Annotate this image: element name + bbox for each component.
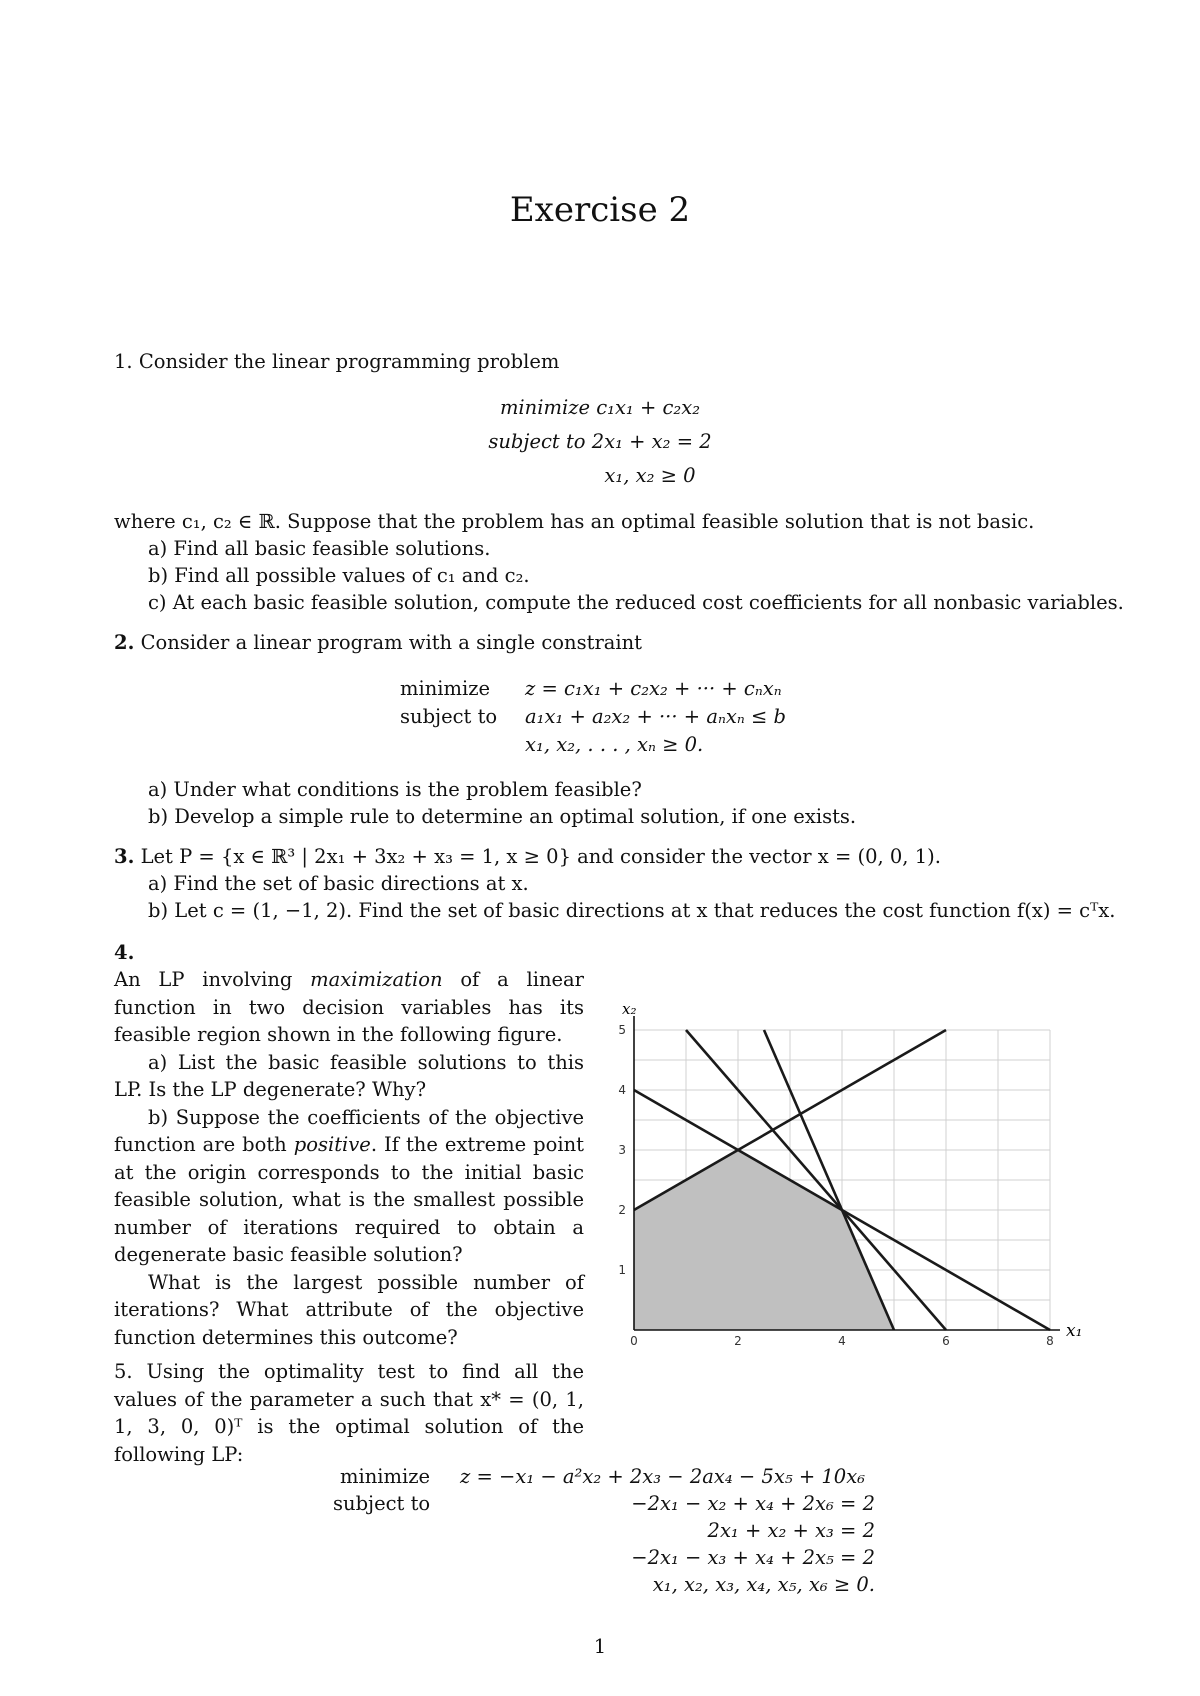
page-number: 1 [593,1635,607,1658]
q4-part-c: What is the largest possible number of iterations? What attribute of the objective function determines this outcome? [114,1270,584,1349]
q3-number: 3. [114,845,135,868]
q5-objective: z = −x₁ − a²x₂ + 2x₃ − 2ax₄ − 5x₅ + 10x₆ [460,1465,866,1488]
q1-objective: minimize c₁x₁ + c₂x₂ [499,396,701,419]
x-tick-label: 6 [942,1334,950,1348]
q2-objective: z = c₁x₁ + c₂x₂ + ··· + cₙxₙ [525,677,782,700]
q4-para-before: An LP involving [114,968,311,991]
q2-part-a: a) Under what conditions is the problem feasible? [148,778,642,801]
q4-part-a: a) List the basic feasible solutions to this LP. Is the LP degenerate? Why? [114,1050,584,1101]
x-tick-label: 8 [1046,1334,1054,1348]
q5-intro: Using the optimality test to find all the values of the parameter a such that x* = (0, 1, 1, 3, 0, 0)ᵀ is the optimal solution of the following LP: [114,1360,584,1466]
y-tick-label: 3 [618,1143,626,1157]
y-tick-label: 2 [618,1203,626,1217]
q1-part-b: b) Find all possible values of c₁ and c₂. [148,564,530,587]
q5-constraint-2: 2x₁ + x₂ + x₃ = 2 [707,1519,875,1542]
q4-part-b-before: b) Suppose the coefficients of the objective function are both [114,1105,584,1156]
q3-part-a: a) Find the set of basic directions at x. [148,872,529,895]
q4-part-b-emphasis: positive [293,1133,371,1156]
q4-part-b-after: . If the extreme point at the origin corresponds to the initial basic feasible solution, what is the smallest possible number of iterations required to obtain a degenerate basic feasible solution? [114,1133,585,1266]
q5-label-minimize: minimize [340,1465,431,1488]
q1-intro-line [114,348,559,375]
q3-part-b: b) Let c = (1, −1, 2). Find the set of basic directions at x that reduces the cost function f(x) = cᵀx. [148,899,1116,922]
q2-label-minimize: minimize [400,677,491,700]
q1-intro: Consider the linear programming problem [138,350,560,373]
q5-constraint-1: −2x₁ − x₂ + x₄ + 2x₆ = 2 [631,1492,875,1515]
y-tick-label: 1 [618,1263,626,1277]
q1-part-c: c) At each basic feasible solution, compute the reduced cost coefficients for all nonbasic variables. [148,591,1124,614]
q2-constraint: a₁x₁ + a₂x₂ + ··· + aₙxₙ ≤ b [525,705,786,728]
q2-label-subject-to: subject to [400,705,498,728]
q4-text-block [114,966,584,1351]
q2-intro-line [114,629,642,656]
q5-number: 5. [114,1360,133,1383]
q3-intro-line [114,843,941,870]
y-tick-label: 5 [618,1023,626,1037]
q2-nonnegativity: x₁, x₂, . . . , xₙ ≥ 0. [525,733,704,756]
q5-nonnegativity: x₁, x₂, x₃, x₄, x₅, x₆ ≥ 0. [652,1573,875,1596]
q4-paragraph [114,966,584,1049]
q4-para-after: of a linear function in two decision variables has its feasible region shown in the following figure. [114,968,585,1046]
y-axis-label: x₂ [622,1000,637,1018]
x-tick-label: 2 [734,1334,742,1348]
page-title: Exercise 2 [509,190,691,230]
q4-part-b [114,1104,584,1269]
q1-where: where c₁, c₂ ∈ ℝ. Suppose that the problem has an optimal feasible solution that is not basic. [114,510,1035,533]
q2-intro: Consider a linear program with a single constraint [140,631,643,654]
q4-para-emphasis: maximization [310,968,443,991]
x-tick-label: 0 [630,1334,638,1348]
q3-intro: Let P = {x ∈ ℝ³ | 2x₁ + 3x₂ + x₃ = 1, x ≥ 0} and consider the vector x = (0, 0, 1). [140,845,941,868]
q4-number: 4. [114,941,135,964]
q1-constraint: subject to 2x₁ + x₂ = 2 [488,430,712,453]
q2-part-b: b) Develop a simple rule to determine an optimal solution, if one exists. [148,805,857,828]
q1-number: 1. [114,350,133,373]
q5-intro-block [114,1358,584,1468]
x-axis-label: x₁ [1066,1321,1083,1341]
feasible-region-figure [600,990,1100,1350]
x-tick-label: 4 [838,1334,846,1348]
q5-constraint-3: −2x₁ − x₃ + x₄ + 2x₅ = 2 [631,1546,875,1569]
y-tick-label: 4 [618,1083,626,1097]
q2-number: 2. [114,631,135,654]
q1-part-a: a) Find all basic feasible solutions. [148,537,491,560]
q1-nonnegativity: x₁, x₂ ≥ 0 [604,464,696,487]
q5-label-subject-to: subject to [333,1492,431,1515]
